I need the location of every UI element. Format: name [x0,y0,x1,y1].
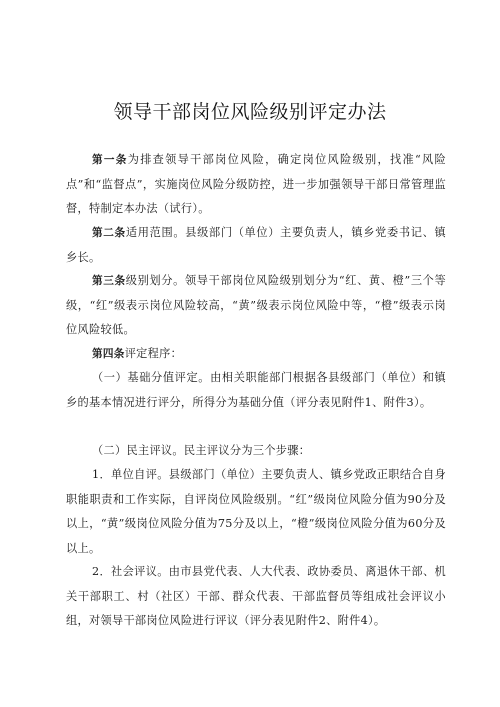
article-label: 第三条 [92,275,126,287]
paragraph-democratic-review: （二）民主评议。民主评议分为三个步骤： [92,444,311,457]
article-4 [66,342,446,367]
article-text: 适用范围。县级部门（单位）主要负责人，镇乡党委书记、镇乡长。 [66,226,446,264]
article-3 [66,269,446,343]
article-text: 评定程序： [124,347,183,360]
article-label: 第一条 [92,154,128,166]
article-1 [66,148,446,222]
article-label: 第四条 [92,348,125,360]
article-label: 第二条 [92,227,126,239]
paragraph-social-evaluation: 2．社会评议。由市县党代表、人大代表、政协委员、离退休干部、机关干部职工、村（社区）干部、群众代表、干部监督员等组成社会评议小组，对领导干部岗位风险进行评议（评分表见附件2、附件4）。 [66,565,446,627]
article-text: 为排查领导干部岗位风险，确定岗位风险级别，找准“风险点”和“监督点”，实施岗位风险分级防控，进一步加强领导干部日常管理监督，特制定本办法（试行）。 [66,153,446,215]
page-title: 领导干部岗位风险级别评定办法 [113,101,387,123]
paragraph-basic-score: （一）基础分值评定。由相关职能部门根据各县级部门（单位）和镇乡的基本情况进行评分，所得分为基础分值（评分表见附件1、附件3）。 [66,371,446,409]
article-2 [66,221,446,270]
article-text: 级别划分。领导干部岗位风险级别划分为“红、黄、橙”三个等级，“红”级表示岗位风险较高，“黄”级表示岗位风险中等，“橙”级表示岗位风险较低。 [66,274,446,336]
paragraph-self-evaluation: 1．单位自评。县级部门（单位）主要负责人、镇乡党政正职结合自身职能职责和工作实际，自评岗位风险级别。“红”级岗位风险分值为90分及以上，“黄”级岗位风险分值为75分及以上，“橙”级岗位风险分值为60分及以上。 [66,468,446,555]
